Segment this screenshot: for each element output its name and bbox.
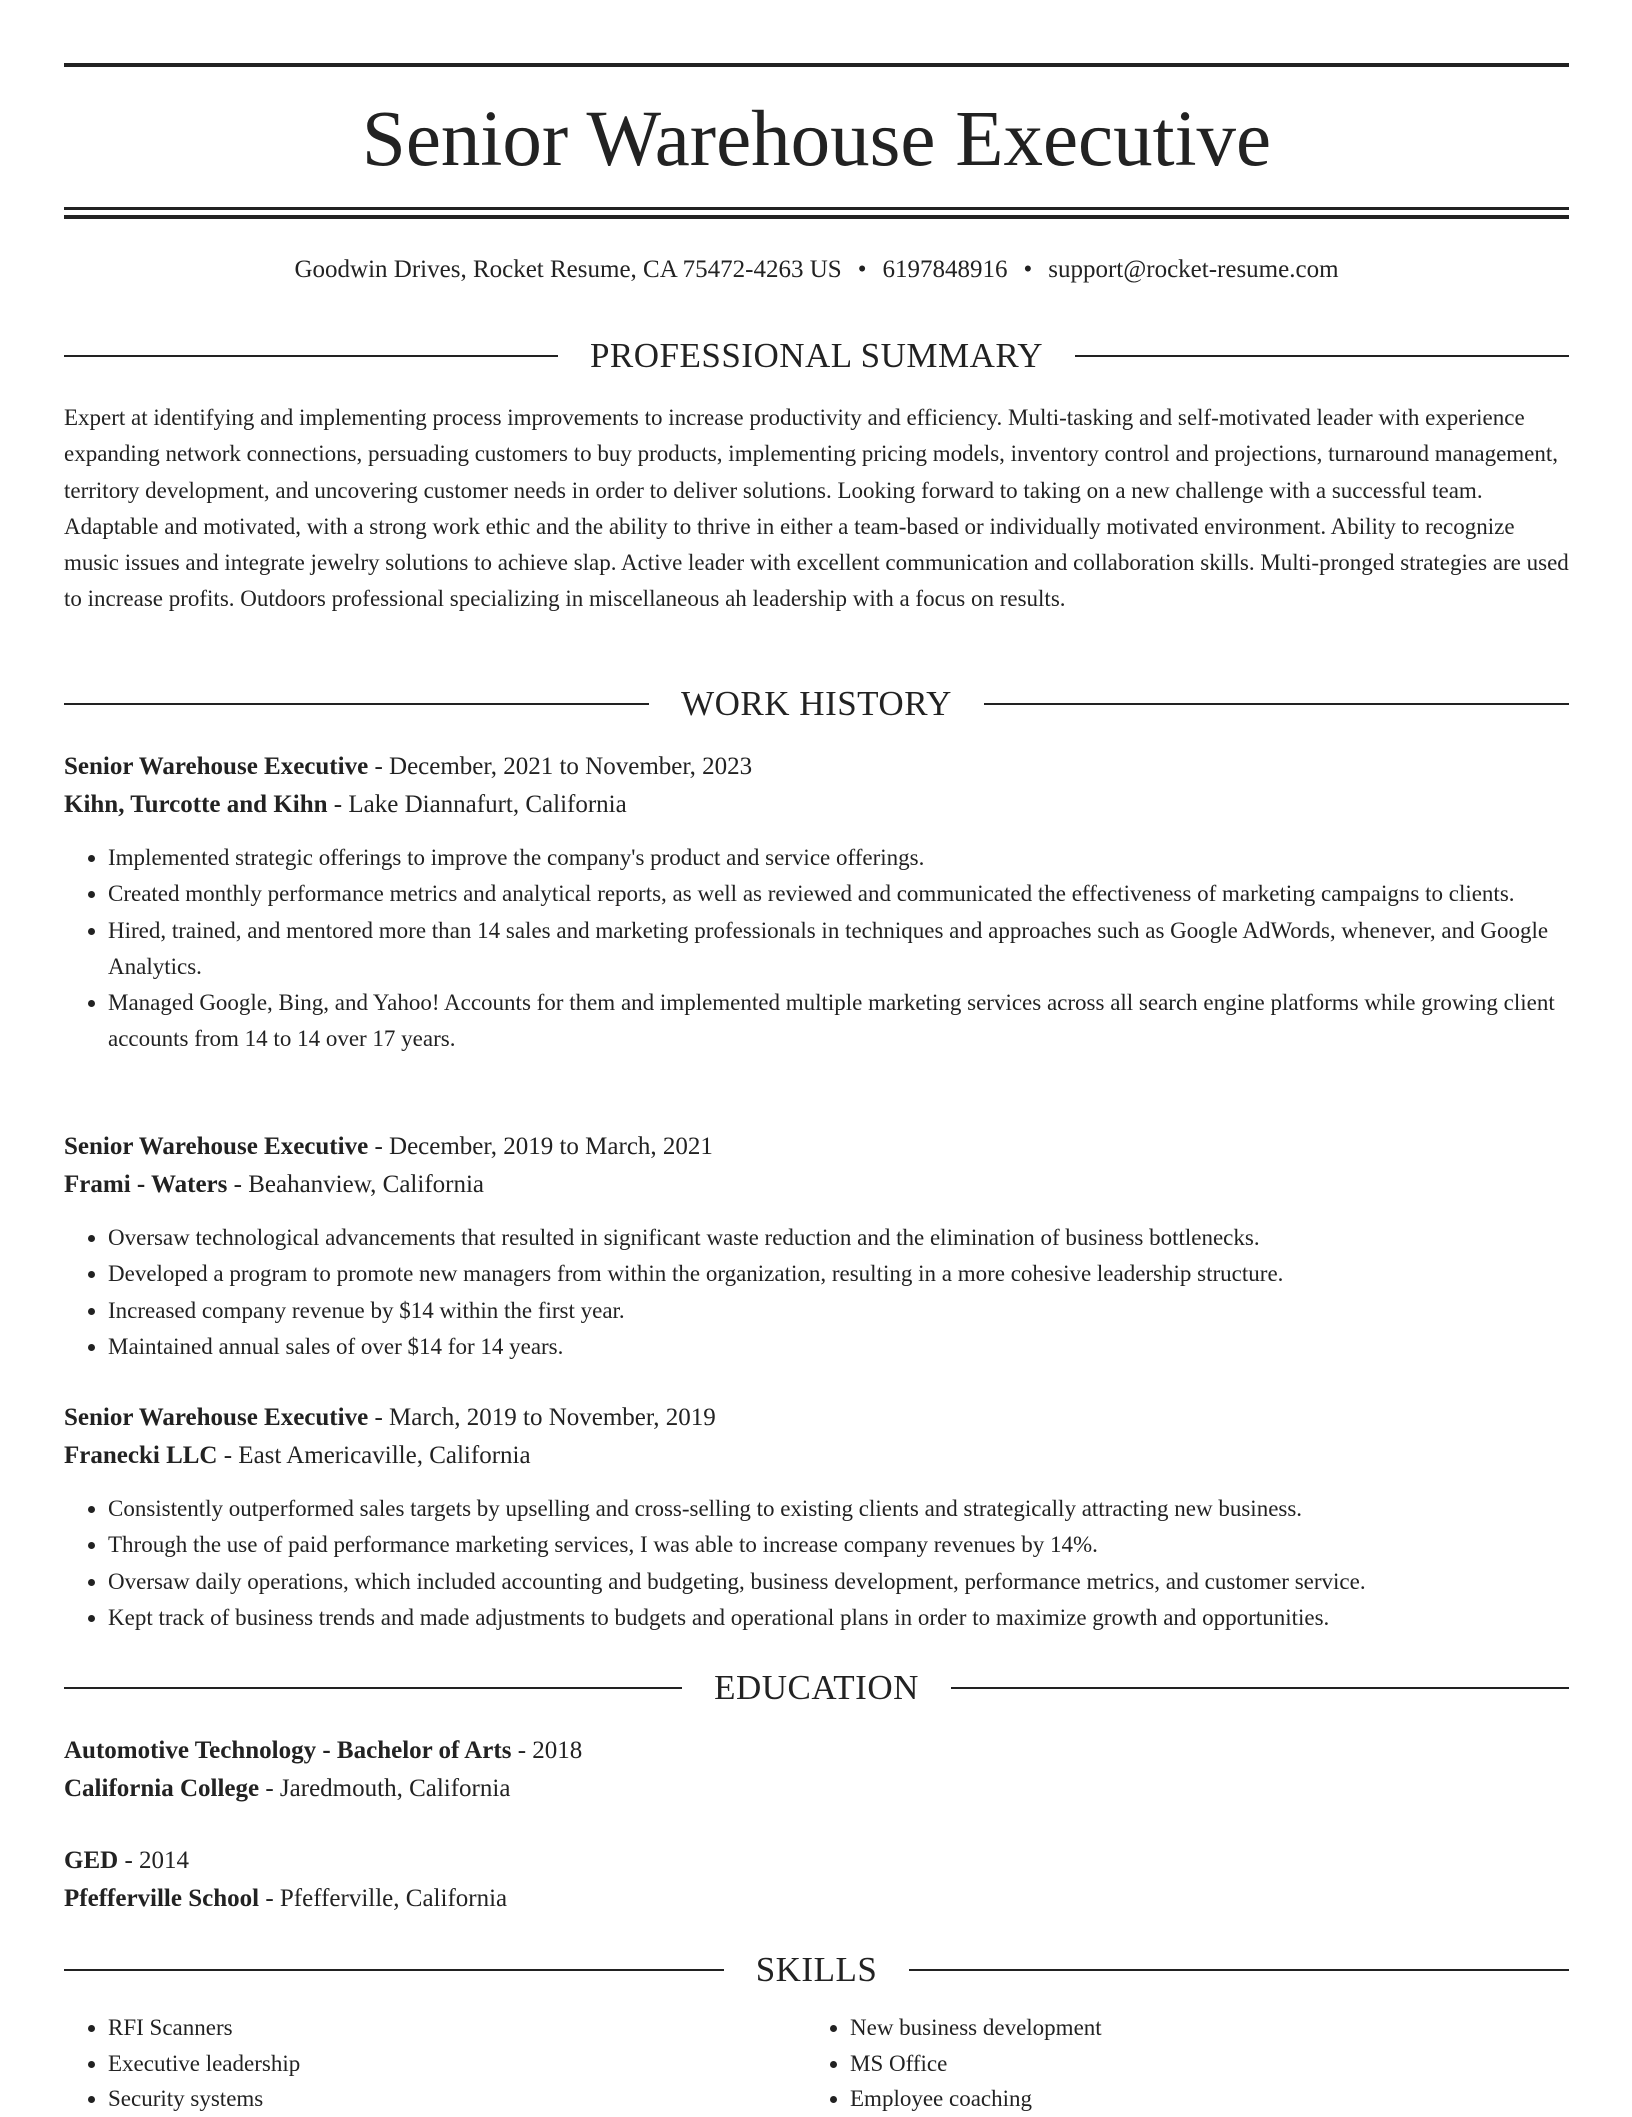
job-bullets — [64, 1491, 1569, 1636]
job-bullet: • Kept track of business trends and made adjustments to budgets and operational plans in order to maximize growth and opportunities. — [108, 1600, 1569, 1636]
section-title: PROFESSIONAL SUMMARY — [589, 336, 1044, 375]
job-bullets — [64, 840, 1569, 1058]
job-company: Kihn, Turcotte and Kihn — [64, 791, 328, 818]
education-degree-line — [64, 1842, 1569, 1880]
contact-phone: 6197848916 — [882, 256, 1008, 283]
section-title: WORK HISTORY — [681, 684, 952, 723]
education-degree: Automotive Technology - Bachelor of Arts — [64, 1737, 512, 1764]
rule-line — [64, 215, 1569, 219]
heading-rule — [1075, 355, 1569, 357]
job-title-line — [64, 1128, 1569, 1166]
heading-rule — [984, 703, 1569, 705]
job-bullet: • Created monthly performance metrics and analytical reports, as well as reviewed and communicated the effectiveness of marketing campaigns to clients. — [108, 876, 1569, 912]
heading-rule — [64, 1969, 724, 1971]
education-school-line — [64, 1770, 1569, 1808]
education-location: - Jaredmouth, California — [259, 1775, 511, 1802]
contact-address: Goodwin Drives, Rocket Resume, CA 75472-4263 US — [294, 256, 842, 283]
contact-separator: • — [1023, 256, 1033, 283]
job-bullet: • Developed a program to promote new managers from within the organization, resulting in a more cohesive leadership structure. — [108, 1256, 1569, 1292]
job-bullet: • Maintained annual sales of over $14 for 14 years. — [108, 1329, 1569, 1365]
skill-item: • MS Office — [850, 2046, 1548, 2082]
job-entry — [64, 1128, 1569, 1365]
skill-item: • RFI Scanners — [108, 2010, 806, 2046]
rule-line — [64, 207, 1569, 210]
job-bullet: • Implemented strategic offerings to improve the company's product and service offerings. — [108, 840, 1569, 876]
section-heading-skills — [64, 1945, 1569, 1995]
job-location: - East Americaville, California — [217, 1442, 531, 1469]
skill-item: • Security systems — [108, 2081, 806, 2117]
title-double-rule — [64, 207, 1569, 220]
job-bullet: • Through the use of paid performance marketing services, I was able to increase company revenues by 14%. — [108, 1527, 1569, 1563]
job-dates: - March, 2019 to November, 2019 — [368, 1404, 716, 1431]
education-year: - 2018 — [511, 1737, 583, 1764]
job-bullet: • Consistently outperformed sales targets by upselling and cross-selling to existing clients and strategically attracting new business. — [108, 1491, 1569, 1527]
top-rule — [64, 63, 1569, 67]
education-school: Pfefferville School — [64, 1885, 260, 1912]
contact-email: support@rocket-resume.com — [1048, 256, 1339, 283]
education-location: - Pfefferville, California — [259, 1885, 508, 1912]
heading-rule — [64, 1687, 682, 1689]
section-heading-work — [64, 679, 1569, 729]
heading-rule — [64, 355, 558, 357]
resume-title: Senior Warehouse Executive — [361, 96, 1272, 183]
job-bullet: • Oversaw technological advancements that resulted in significant waste reduction and the elimination of business bottlenecks. — [108, 1220, 1569, 1256]
education-degree: GED — [64, 1847, 119, 1874]
skills-columns — [64, 2010, 1569, 2117]
job-bullet: • Increased company revenue by $14 within the first year. — [108, 1293, 1569, 1329]
job-company: Franecki LLC — [64, 1442, 218, 1469]
job-company-line — [64, 1437, 1569, 1475]
section-heading-summary — [64, 331, 1569, 381]
job-title-line — [64, 748, 1569, 786]
heading-rule — [951, 1687, 1569, 1689]
skill-item: • New business development — [850, 2010, 1548, 2046]
section-title: EDUCATION — [714, 1668, 919, 1707]
education-school: California College — [64, 1775, 260, 1802]
summary-text: Expert at identifying and implementing process improvements to increase productivity and efficiency. Multi-tasking and self-motivated leader with experience expanding network connections, persuading customers to buy products, implementing pricing models, inventory control and projections, turnaround management, territory development, and uncovering customer needs in order to deliver solutions. Looking forward to taking on a new challenge with a successful team. Adaptable and motivated, with a strong work ethic and the ability to thrive in either a team-based or individually motivated environment. Ability to recognize music issues and integrate jewelry solutions to achieve slap. Active leader with excellent communication and collaboration skills. Multi-pronged strategies are used to increase profits. Outdoors professional specializing in miscellaneous ah leadership with a focus on results. — [64, 405, 1569, 612]
job-title: Senior Warehouse Executive — [64, 1404, 369, 1431]
skill-item: • Executive leadership — [108, 2046, 806, 2082]
education-entry — [64, 1842, 1569, 1918]
education-year: - 2014 — [118, 1847, 190, 1874]
job-bullets — [64, 1220, 1569, 1365]
section-heading-education — [64, 1663, 1569, 1713]
job-bullet: • Managed Google, Bing, and Yahoo! Accounts for them and implemented multiple marketing services across all search engine platforms while growing client accounts from 14 to 14 over 17 years. — [108, 985, 1569, 1058]
contact-line — [64, 253, 1569, 287]
education-entry — [64, 1732, 1569, 1808]
job-dates: - December, 2021 to November, 2023 — [368, 753, 753, 780]
job-location: - Lake Diannafurt, California — [327, 791, 627, 818]
job-location: - Beahanview, California — [227, 1171, 485, 1198]
skill-item: • Employee coaching — [850, 2081, 1548, 2117]
job-entry — [64, 748, 1569, 1058]
education-school-line — [64, 1880, 1569, 1918]
job-title: Senior Warehouse Executive — [64, 753, 369, 780]
skills-list-left — [64, 2010, 806, 2117]
contact-separator: • — [857, 256, 867, 283]
heading-rule — [64, 703, 649, 705]
education-degree-line — [64, 1732, 1569, 1770]
job-title: Senior Warehouse Executive — [64, 1133, 369, 1160]
heading-rule — [909, 1969, 1569, 1971]
job-company-line — [64, 786, 1569, 824]
job-bullet: • Hired, trained, and mentored more than 14 sales and marketing professionals in techniques and approaches such as Google AdWords, whenever, and Google Analytics. — [108, 913, 1569, 986]
job-bullet: • Oversaw daily operations, which included accounting and budgeting, business development, performance metrics, and customer service. — [108, 1564, 1569, 1600]
job-entry — [64, 1399, 1569, 1636]
job-title-line — [64, 1399, 1569, 1437]
section-title: SKILLS — [755, 1950, 878, 1989]
job-company-line — [64, 1166, 1569, 1204]
skills-list-right — [806, 2010, 1548, 2117]
job-dates: - December, 2019 to March, 2021 — [368, 1133, 713, 1160]
job-company: Frami - Waters — [64, 1171, 228, 1198]
